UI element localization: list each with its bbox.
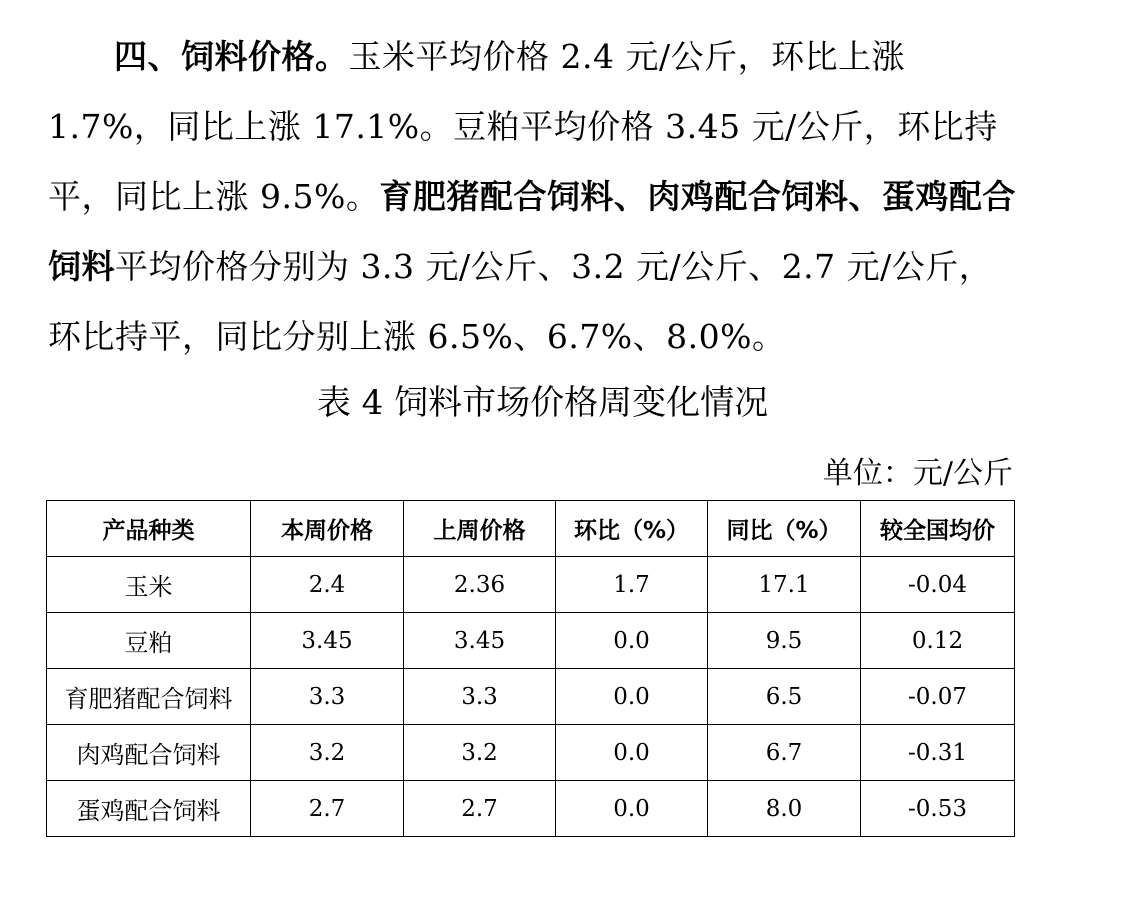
- header-this-week: 本周价格: [251, 501, 404, 557]
- table-header-row: [47, 501, 1015, 557]
- cell-product: 肉鸡配合饲料: [47, 725, 251, 781]
- cell-year-on-year: 8.0: [708, 781, 861, 837]
- table-caption: 表 4 饲料市场价格周变化情况: [316, 383, 769, 423]
- section-heading: 四、饲料价格。: [114, 37, 349, 76]
- header-year-on-year: 同比（%）: [708, 501, 861, 557]
- cell-last-week: 3.3: [404, 669, 556, 725]
- table-row: [47, 669, 1015, 725]
- cell-year-on-year: 17.1: [708, 557, 861, 613]
- cell-product: 玉米: [47, 557, 251, 613]
- cell-this-week: 2.7: [251, 781, 404, 837]
- header-product-type: 产品种类: [47, 501, 251, 557]
- cell-product: 蛋鸡配合饲料: [47, 781, 251, 837]
- cell-year-on-year: 9.5: [708, 613, 861, 669]
- table-row: [47, 557, 1015, 613]
- cell-this-week: 2.4: [251, 557, 404, 613]
- cell-week-on-week: 0.0: [556, 725, 708, 781]
- cell-week-on-week: 0.0: [556, 613, 708, 669]
- cell-week-on-week: 0.0: [556, 781, 708, 837]
- cell-last-week: 2.36: [404, 557, 556, 613]
- cell-vs-national: -0.31: [861, 725, 1015, 781]
- feed-price-paragraph: [48, 22, 1023, 372]
- cell-last-week: 2.7: [404, 781, 556, 837]
- table-row: [47, 725, 1015, 781]
- cell-vs-national: -0.07: [861, 669, 1015, 725]
- compound-feed-text: 平均价格分别为 3.3 元/公斤、3.2 元/公斤、2.7 元/公斤，环比持平，同比分别上涨 6.5%、6.7%、8.0%。: [48, 247, 993, 356]
- table-row: [47, 613, 1015, 669]
- cell-year-on-year: 6.5: [708, 669, 861, 725]
- unit-label: 单位：元/公斤: [822, 456, 1013, 491]
- cell-product: 育肥猪配合饲料: [47, 669, 251, 725]
- cell-year-on-year: 6.7: [708, 725, 861, 781]
- corn-soymeal-text: 玉米平均价格 2.4 元/公斤，环比上涨 1.7%，同比上涨 17.1%。豆粕平均价格 3.45 元/公斤，环比持平，同比上涨 9.5%。: [48, 37, 998, 216]
- cell-week-on-week: 0.0: [556, 669, 708, 725]
- compound-feed-items-end: 料: [81, 247, 115, 286]
- cell-last-week: 3.45: [404, 613, 556, 669]
- feed-price-table: [46, 500, 1015, 837]
- table-row: [47, 781, 1015, 837]
- compound-feed-items: 育肥猪配合饲料、肉鸡配合饲料、蛋鸡配合饲: [48, 177, 1016, 286]
- cell-vs-national: -0.04: [861, 557, 1015, 613]
- cell-last-week: 3.2: [404, 725, 556, 781]
- cell-vs-national: -0.53: [861, 781, 1015, 837]
- header-last-week: 上周价格: [404, 501, 556, 557]
- cell-this-week: 3.45: [251, 613, 404, 669]
- cell-product: 豆粕: [47, 613, 251, 669]
- header-vs-national: 较全国均价: [861, 501, 1015, 557]
- cell-vs-national: 0.12: [861, 613, 1015, 669]
- header-week-on-week: 环比（%）: [556, 501, 708, 557]
- cell-this-week: 3.3: [251, 669, 404, 725]
- cell-week-on-week: 1.7: [556, 557, 708, 613]
- cell-this-week: 3.2: [251, 725, 404, 781]
